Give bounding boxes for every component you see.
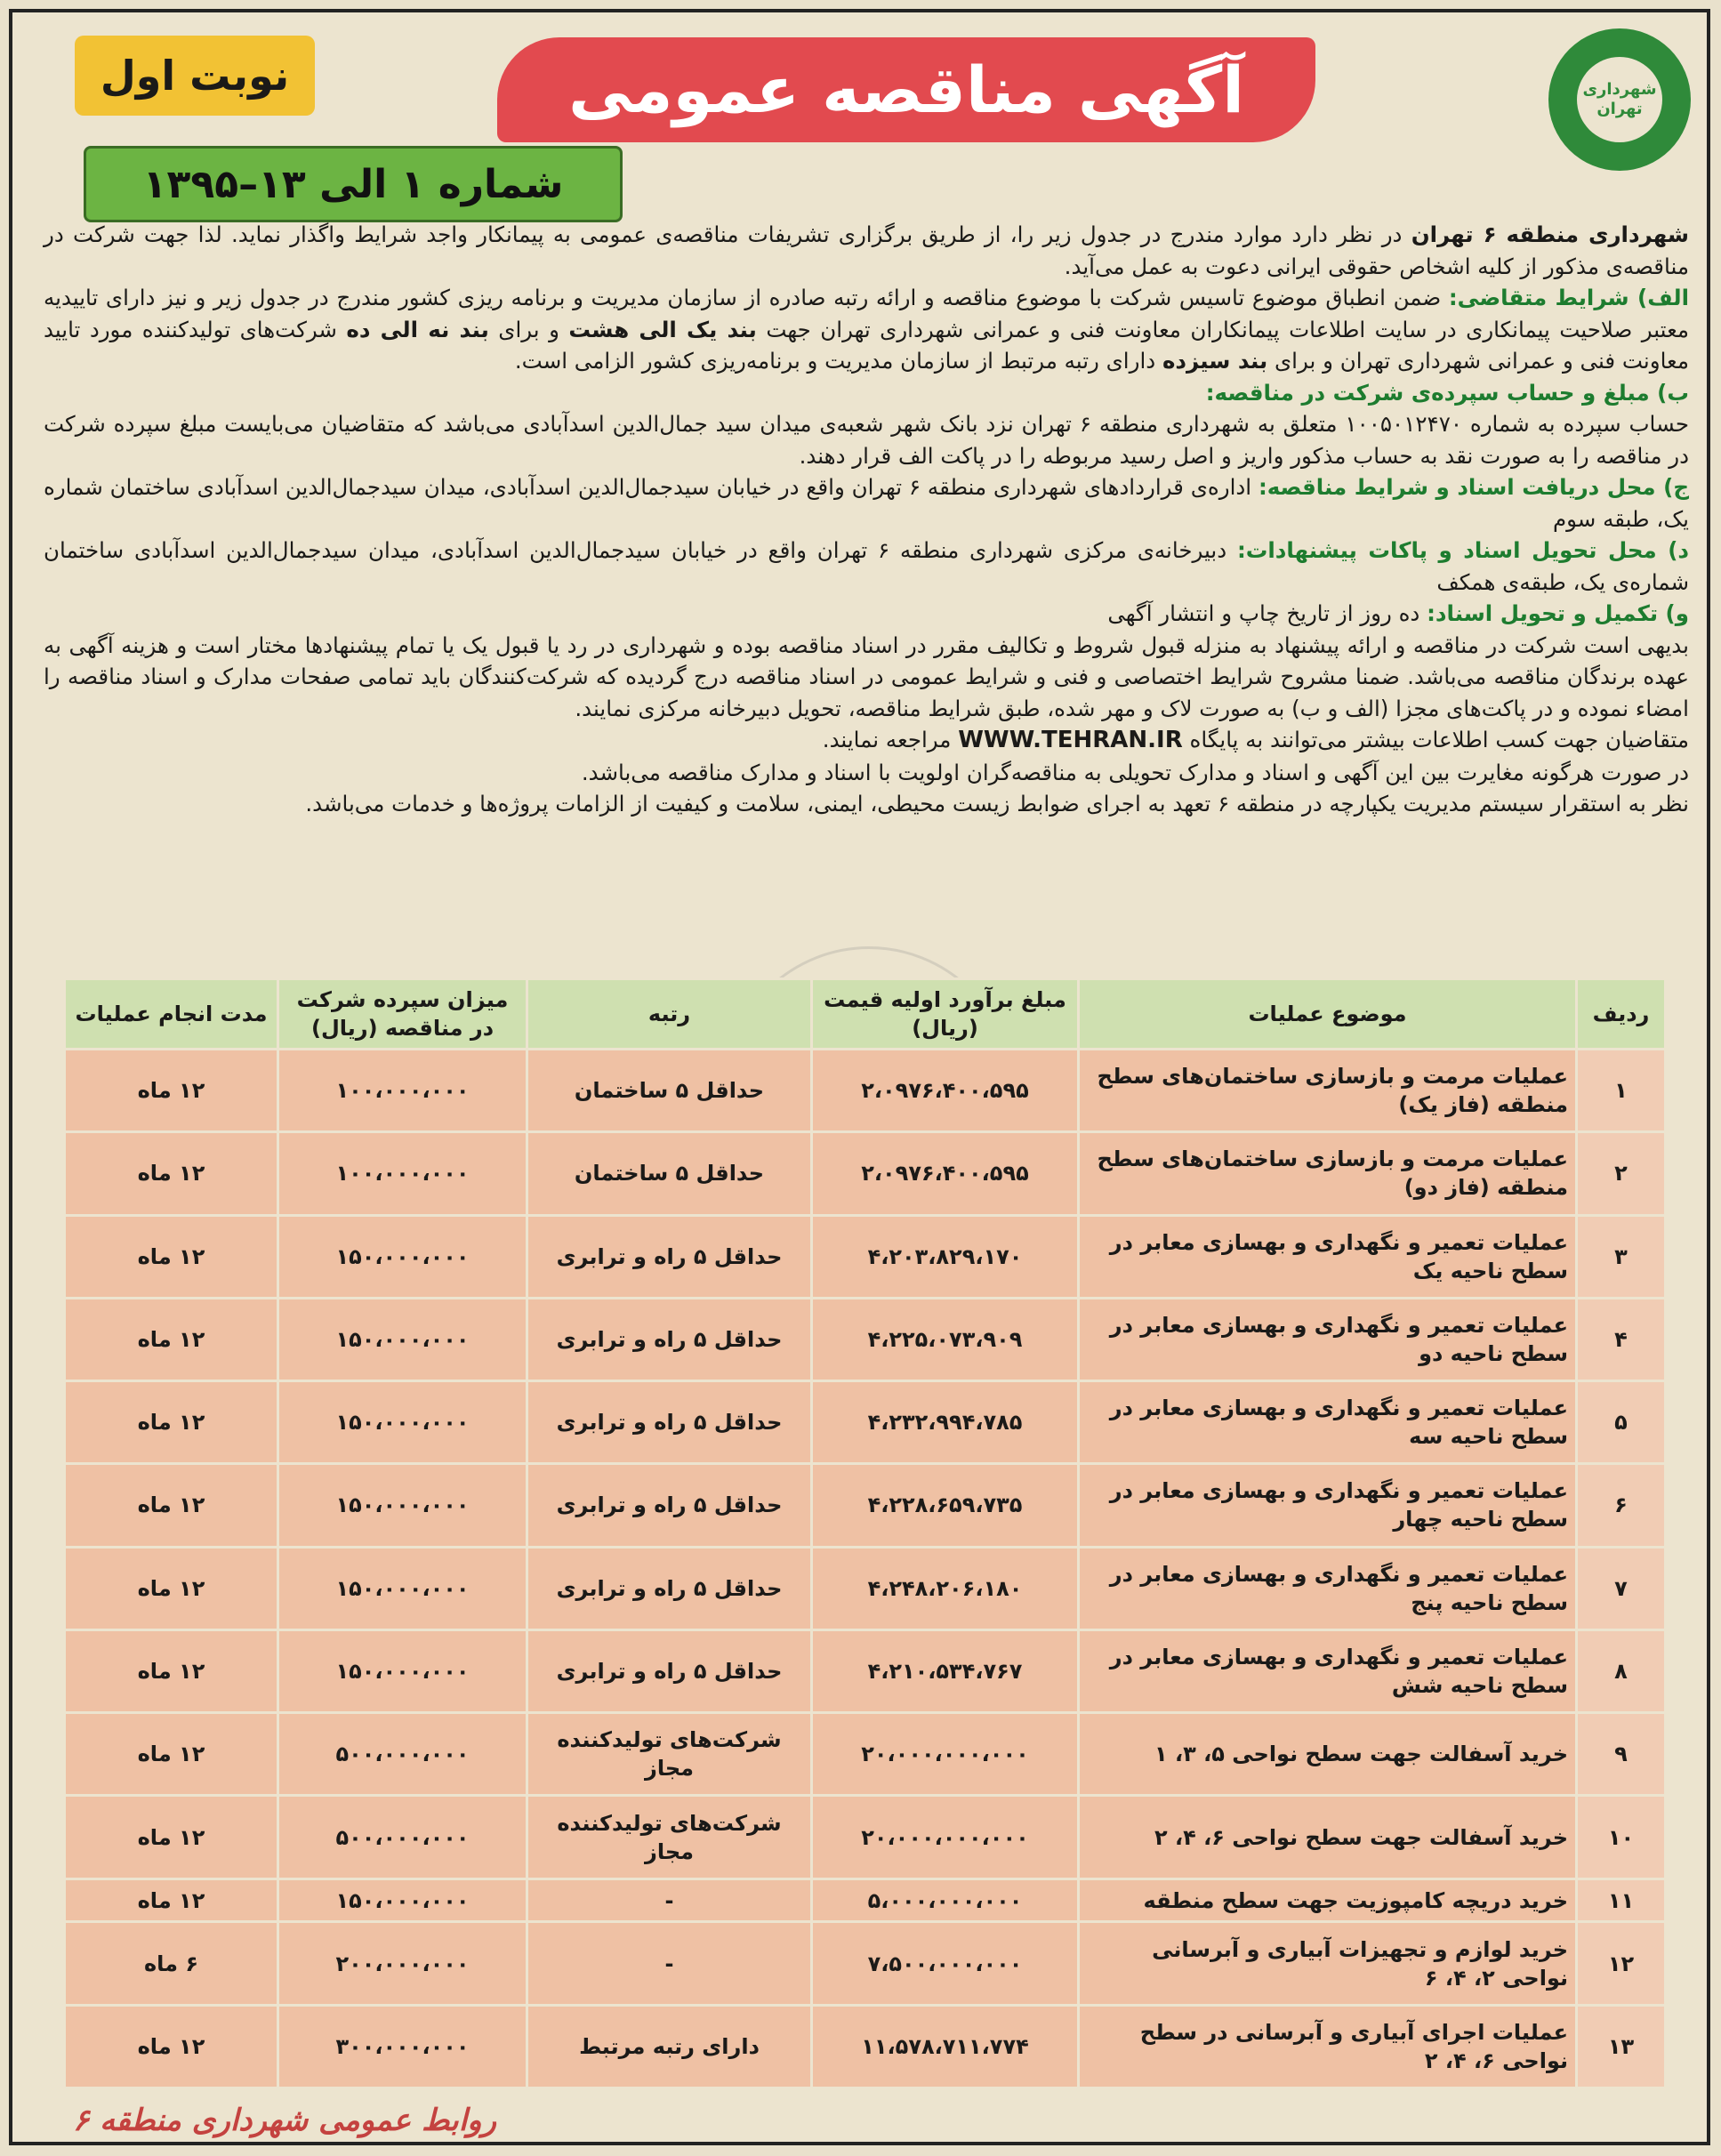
estimate-amount: ۴،۲۴۸،۲۰۶،۱۸۰ [812,1547,1079,1629]
required-grade: حداقل ۵ راه و ترابری [527,1629,812,1712]
deposit-amount: ۵۰۰،۰۰۰،۰۰۰ [278,1796,527,1878]
row-number: ۱۱ [1577,1878,1666,1922]
operation-duration: ۱۲ ماه [65,1215,278,1298]
operation-subject: عملیات تعمیر و نگهداری و بهسازی معابر در سطح ناحیه چهار [1079,1464,1577,1547]
deposit-amount: ۳۰۰،۰۰۰،۰۰۰ [278,2005,527,2088]
operation-duration: ۱۲ ماه [65,1713,278,1796]
deposit-amount: ۲۰۰،۰۰۰،۰۰۰ [278,1922,527,2005]
required-grade: حداقل ۵ راه و ترابری [527,1381,812,1464]
tender-notice-page [9,9,1710,2145]
table-row [65,1298,1666,1380]
required-grade: حداقل ۵ ساختمان [527,1132,812,1215]
operation-duration: ۱۲ ماه [65,1050,278,1132]
table-row [65,1796,1666,1878]
table-row [65,1713,1666,1796]
row-number: ۳ [1577,1215,1666,1298]
required-grade: حداقل ۵ راه و ترابری [527,1298,812,1380]
deposit-amount: ۱۵۰،۰۰۰،۰۰۰ [278,1215,527,1298]
table-row [65,1547,1666,1629]
operation-duration: ۶ ماه [65,1922,278,2005]
operation-subject: عملیات اجرای آبیاری و آبرسانی در سطح نواحی ۶، ۴، ۲ [1079,2005,1577,2088]
estimate-amount: ۷،۵۰۰،۰۰۰،۰۰۰ [812,1922,1079,2005]
operation-subject: عملیات مرمت و بازسازی ساختمان‌های سطح منطقه (فاز یک) [1079,1050,1577,1132]
municipality-logo [1548,28,1691,171]
operation-subject: خرید آسفالت جهت سطح نواحی ۶، ۴، ۲ [1079,1796,1577,1878]
terms-paragraph: بدیهی است شرکت در مناقصه و ارائه پیشنهاد به منزله قبول شروط و تکالیف مقرر در اسناد مناقصه بوده و شهرداری در رد یا قبول یک یا تمام پیشنهادها مختار است و هزینه آگهی به عهده برندگان مناقصه می‌باشد. ضمنا مشروح شرایط اختصاصی و فنی و شرایط عمومی در اسناد مناقصه درج گردیده که شرکت‌کنندگان باید تمامی صفحات مدارک و اسناد مناقصه را امضاء نموده و در پاکت‌های مجزا (الف و ب) به صورت لاک و مهر شده، طبق شرایط مناقصه، تحویل دبیرخانه مرکزی نمایند. [44,632,1689,721]
estimate-amount: ۱۱،۵۷۸،۷۱۱،۷۷۴ [812,2005,1079,2088]
required-grade: حداقل ۵ راه و ترابری [527,1215,812,1298]
website-link[interactable]: WWW.TEHRAN.IR [958,727,1183,753]
required-grade: - [527,1922,812,2005]
deposit-amount: ۱۰۰،۰۰۰،۰۰۰ [278,1132,527,1215]
table-row [65,1381,1666,1464]
estimate-amount: ۴،۲۱۰،۵۳۴،۷۶۷ [812,1629,1079,1712]
page-title: آگهی مناقصه عمومی [568,52,1244,127]
priority-paragraph: در صورت هرگونه مغایرت بین این آگهی و اسناد و مدارک تحویلی به مناقصه‌گران اولویت با اسناد و مدارک مناقصه می‌باشد. [581,759,1689,785]
table-row [65,1132,1666,1215]
table-row [65,1464,1666,1547]
row-number: ۶ [1577,1464,1666,1547]
estimate-amount: ۴،۲۲۸،۶۵۹،۷۳۵ [812,1464,1079,1547]
operation-subject: خرید لوازم و تجهیزات آبیاری و آبرسانی نواحی ۲، ۴، ۶ [1079,1922,1577,2005]
row-number: ۱۰ [1577,1796,1666,1878]
intro-paragraph: شهرداری منطقه ۶ تهران در نظر دارد موارد مندرج در جدول زیر را، از طریق برگزاری تشریفات مناقصه‌ی عمومی به پیمانکار واجد شرایط واگذار نماید. لذا جهت شرکت در مناقصه‌ی مذکور از کلیه اشخاص حقوقی ایرانی دعوت به عمل می‌آید. [44,221,1690,279]
operation-subject: خرید آسفالت جهت سطح نواحی ۵، ۳، ۱ [1079,1713,1577,1796]
deposit-amount: ۱۰۰،۰۰۰،۰۰۰ [278,1050,527,1132]
header-subject: موضوع عملیات [1079,979,1577,1050]
estimate-amount: ۴،۲۲۵،۰۷۳،۹۰۹ [812,1298,1079,1380]
tender-table [63,977,1667,2089]
estimate-amount: ۲۰،۰۰۰،۰۰۰،۰۰۰ [812,1713,1079,1796]
notice-body [44,219,1689,820]
row-number: ۴ [1577,1298,1666,1380]
logo-text: شهرداری تهران [1577,57,1662,142]
operation-subject: خرید دریچه کامپوزیت جهت سطح منطقه [1079,1878,1577,1922]
tender-number-badge: شماره ۱ الی ۱۳–۱۳۹۵ [84,146,623,222]
deposit-amount: ۱۵۰،۰۰۰،۰۰۰ [278,1547,527,1629]
required-grade: شرکت‌های تولیدکننده مجاز [527,1796,812,1878]
operation-duration: ۱۲ ماه [65,1547,278,1629]
deposit-amount: ۱۵۰،۰۰۰،۰۰۰ [278,1298,527,1380]
table-header-row [65,979,1666,1050]
round-badge: نوبت اول [75,36,315,116]
row-number: ۱۳ [1577,2005,1666,2088]
section-c: ج) محل دریافت اسناد و شرایط مناقصه: اداره‌ی قراردادهای شهرداری منطقه ۶ تهران واقع در خیابان سیدجمال‌الدین اسدآبادی، میدان سیدجمال‌الدین اسدآبادی ساختمان شماره یک، طبقه سوم [44,474,1689,532]
required-grade: شرکت‌های تولیدکننده مجاز [527,1713,812,1796]
row-number: ۹ [1577,1713,1666,1796]
operation-duration: ۱۲ ماه [65,1132,278,1215]
table-row [65,2005,1666,2088]
deposit-amount: ۱۵۰،۰۰۰،۰۰۰ [278,1381,527,1464]
operation-duration: ۱۲ ماه [65,1381,278,1464]
deposit-amount: ۱۵۰،۰۰۰،۰۰۰ [278,1878,527,1922]
management-paragraph: نظر به استقرار سیستم مدیریت یکپارچه در منطقه ۶ تعهد به اجرای ضوابط زیست محیطی، ایمنی، سلامت و کیفیت از الزامات پروژه‌ها و خدمات می‌باشد. [305,791,1689,817]
organization-name: شهرداری منطقه ۶ تهران [1411,221,1690,247]
estimate-amount: ۲،۰۹۷۶،۴۰۰،۵۹۵ [812,1132,1079,1215]
section-b-text: حساب سپرده به شماره ۱۰۰۵۰۱۲۴۷۰ متعلق به شهرداری منطقه ۶ تهران نزد بانک شهر شعبه‌ی میدان سید جمال‌الدین اسدآبادی می‌باشد که متقاضیان می‌بایست مبلغ سپرده شرکت در مناقصه را به صورت نقد به حساب مذکور واریز و اصل رسید مربوطه را در پاکت الف قرار دهند. [44,411,1690,469]
operation-subject: عملیات مرمت و بازسازی ساختمان‌های سطح منطقه (فاز دو) [1079,1132,1577,1215]
row-number: ۵ [1577,1381,1666,1464]
row-number: ۱ [1577,1050,1666,1132]
table-row [65,1922,1666,2005]
header-deposit: میزان سپرده شرکت در مناقصه (ریال) [278,979,527,1050]
operation-duration: ۱۲ ماه [65,1878,278,1922]
operation-subject: عملیات تعمیر و نگهداری و بهسازی معابر در سطح ناحیه سه [1079,1381,1577,1464]
required-grade: دارای رتبه مرتبط [527,2005,812,2088]
estimate-amount: ۴،۲۰۳،۸۲۹،۱۷۰ [812,1215,1079,1298]
section-a: الف) شرایط متقاضی: ضمن انطباق موضوع تاسیس شرکت با موضوع مناقصه و ارائه رتبه صادره از سازمان مدیریت و برنامه ریزی کشور مندرج در جدول زیر و نیز دارای تاییدیه معتبر صلاحیت پیمانکاری در سایت اطلاعات پیمانکاران معاونت فنی و عمرانی شهرداری تهران جهت بند یک الی هشت و برای بند نه الی ده شرکت‌های تولیدکننده مورد تایید معاونت فنی و عمرانی شهرداری تهران و برای بند سیزده دارای رتبه مرتبط از سازمان مدیریت و برنامه‌ریزی کشور الزامی است. [44,285,1690,374]
operation-subject: عملیات تعمیر و نگهداری و بهسازی معابر در سطح ناحیه دو [1079,1298,1577,1380]
header-duration: مدت انجام عملیات [65,979,278,1050]
required-grade: حداقل ۵ راه و ترابری [527,1547,812,1629]
operation-duration: ۱۲ ماه [65,1298,278,1380]
operation-subject: عملیات تعمیر و نگهداری و بهسازی معابر در سطح ناحیه یک [1079,1215,1577,1298]
header-estimate: مبلغ برآورد اولیه قیمت (ریال) [812,979,1079,1050]
title-banner [497,37,1315,142]
operation-duration: ۱۲ ماه [65,1796,278,1878]
deposit-amount: ۵۰۰،۰۰۰،۰۰۰ [278,1713,527,1796]
required-grade: حداقل ۵ راه و ترابری [527,1464,812,1547]
header-grade: رتبه [527,979,812,1050]
operation-duration: ۱۲ ماه [65,2005,278,2088]
operation-duration: ۱۲ ماه [65,1464,278,1547]
estimate-amount: ۴،۲۳۲،۹۹۴،۷۸۵ [812,1381,1079,1464]
row-number: ۸ [1577,1629,1666,1712]
required-grade: - [527,1878,812,1922]
website-paragraph: متقاضیان جهت کسب اطلاعات بیشتر می‌توانند به پایگاه WWW.TEHRAN.IR مراجعه نمایند. [822,727,1689,753]
operation-subject: عملیات تعمیر و نگهداری و بهسازی معابر در سطح ناحیه پنج [1079,1547,1577,1629]
tender-table-wrap [66,977,1667,2089]
header-row-no: ردیف [1577,979,1666,1050]
table-row [65,1050,1666,1132]
row-number: ۲ [1577,1132,1666,1215]
estimate-amount: ۵،۰۰۰،۰۰۰،۰۰۰ [812,1878,1079,1922]
operation-subject: عملیات تعمیر و نگهداری و بهسازی معابر در سطح ناحیه شش [1079,1629,1577,1712]
table-row [65,1878,1666,1922]
section-e: و) تکمیل و تحویل اسناد: ده روز از تاریخ چاپ و انتشار آگهی [1107,600,1689,626]
operation-duration: ۱۲ ماه [65,1629,278,1712]
row-number: ۱۲ [1577,1922,1666,2005]
estimate-amount: ۲،۰۹۷۶،۴۰۰،۵۹۵ [812,1050,1079,1132]
table-row [65,1629,1666,1712]
deposit-amount: ۱۵۰،۰۰۰،۰۰۰ [278,1629,527,1712]
section-b: ب) مبلغ و حساب سپرده‌ی شرکت در مناقصه: [1205,379,1689,406]
public-relations-signature: روابط عمومی شهرداری منطقه ۶ [73,2103,497,2138]
row-number: ۷ [1577,1547,1666,1629]
estimate-amount: ۲۰،۰۰۰،۰۰۰،۰۰۰ [812,1796,1079,1878]
section-d: د) محل تحویل اسناد و پاکات پیشنهادات: دبیرخانه‌ی مرکزی شهرداری منطقه ۶ تهران واقع در خیابان سیدجمال‌الدین اسدآبادی، میدان سیدجمال‌الدین اسدآبادی ساختمان شماره‌ی یک، طبقه‌ی همکف [44,537,1690,595]
required-grade: حداقل ۵ ساختمان [527,1050,812,1132]
deposit-amount: ۱۵۰،۰۰۰،۰۰۰ [278,1464,527,1547]
table-row [65,1215,1666,1298]
